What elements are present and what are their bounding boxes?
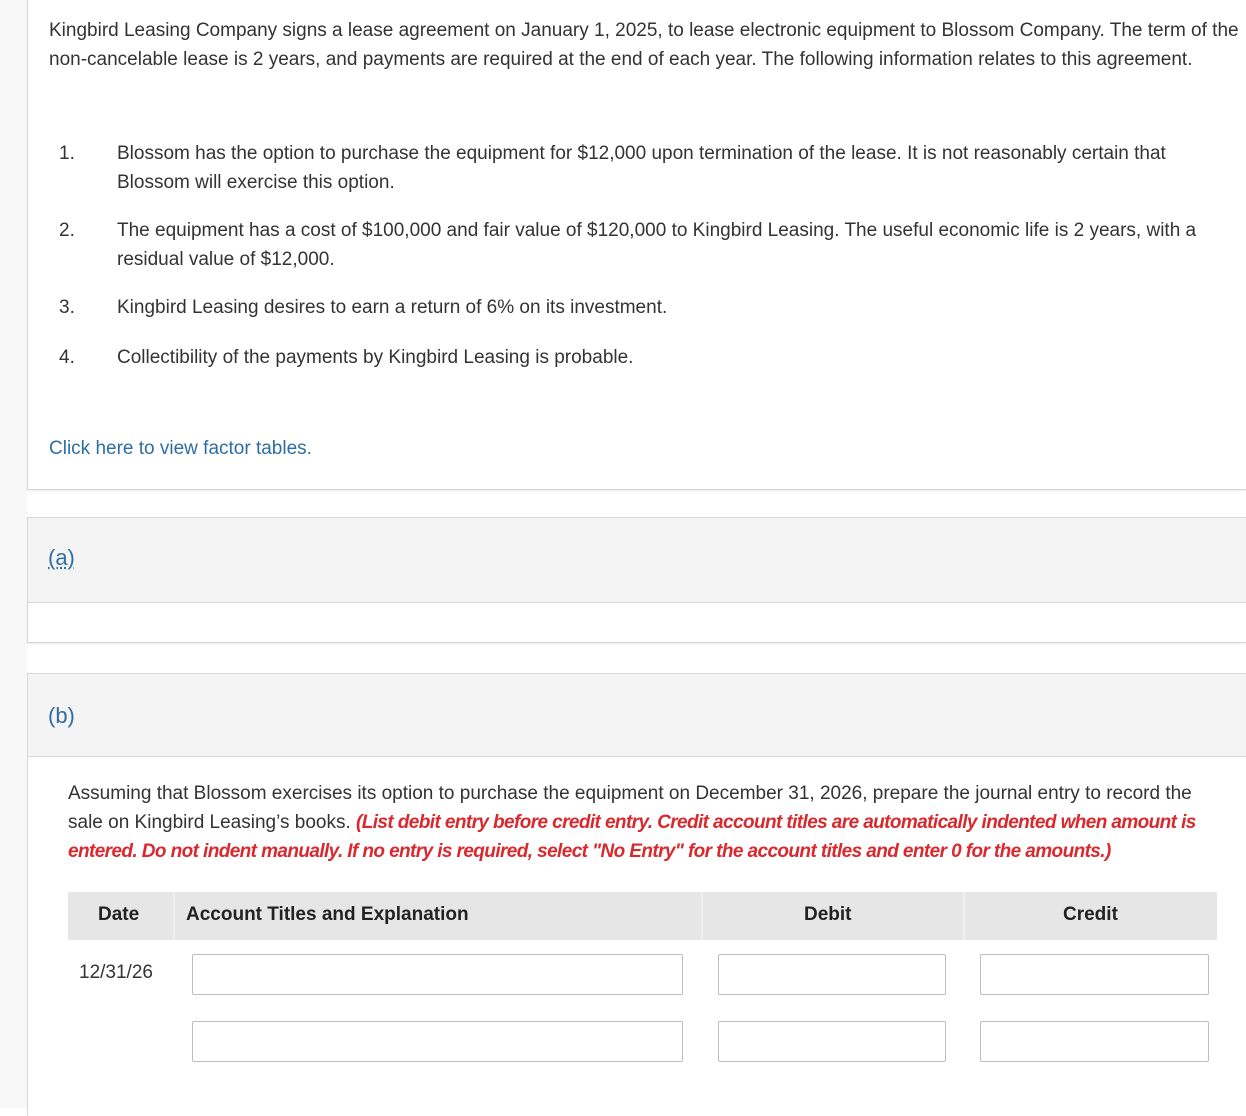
debit-column-header: Debit: [804, 904, 852, 925]
date-column-header: Date: [98, 904, 140, 925]
account-column-header: Account Titles and Explanation: [186, 904, 469, 925]
column-separator: [963, 892, 965, 940]
question-text: [68, 779, 1218, 866]
credit-column-header: Credit: [1063, 904, 1118, 925]
item-number: 1.: [59, 143, 75, 164]
part-a-body: [27, 602, 1246, 643]
question-instructions: (List debit entry before credit entry. Credit account titles are automatically indented when amount is entered. Do not indent manually. If no entry is required, select "No Entry" for the account titles and enter 0 for the amounts.): [68, 812, 1196, 862]
item-text: Kingbird Leasing desires to earn a return of 6% on its investment.: [117, 297, 668, 318]
factor-tables-link[interactable]: Click here to view factor tables.: [49, 438, 312, 459]
journal-header: [68, 892, 1217, 940]
left-margin: [0, 0, 27, 1108]
account-title-input[interactable]: [192, 954, 683, 995]
item-number: 3.: [59, 297, 75, 318]
debit-amount-input[interactable]: [718, 954, 946, 995]
credit-amount-input[interactable]: [980, 1021, 1209, 1062]
credit-amount-input[interactable]: [980, 954, 1209, 995]
part-b-label: (b): [48, 703, 75, 728]
column-separator: [701, 892, 703, 940]
problem-card: [27, 0, 1246, 490]
account-title-input[interactable]: [192, 1021, 683, 1062]
problem-intro: Kingbird Leasing Company signs a lease agreement on January 1, 2025, to lease electronic equipment to Blossom Company. The term of the non-cancelable lease is 2 years, and payments are required at the end of each year. The following information relates to this agreement.: [49, 20, 1239, 70]
item-text: The equipment has a cost of $100,000 and fair value of $120,000 to Kingbird Leasing. The useful economic life is 2 years, with a residual value of $12,000.: [117, 220, 1197, 270]
column-separator: [173, 892, 175, 940]
item-number: 2.: [59, 220, 75, 241]
question-prompt: Assuming that Blossom exercises its option to purchase the equipment on December 31, 2026, prepare the journal entry to record the sale on Kingbird Leasing’s books.: [68, 783, 1192, 833]
part-a-header: [27, 517, 1246, 603]
item-number: 4.: [59, 347, 75, 368]
debit-amount-input[interactable]: [718, 1021, 946, 1062]
part-a-link[interactable]: (a): [48, 545, 75, 570]
item-text: Blossom has the option to purchase the equipment for $12,000 upon termination of the lease. It is not reasonably certain that Blossom will exercise this option.: [117, 143, 1166, 193]
part-b-body: [27, 756, 1246, 1116]
item-text: Collectibility of the payments by Kingbird Leasing is probable.: [117, 347, 634, 368]
entry-date: 12/31/26: [79, 962, 153, 983]
part-b-header: [27, 673, 1246, 757]
